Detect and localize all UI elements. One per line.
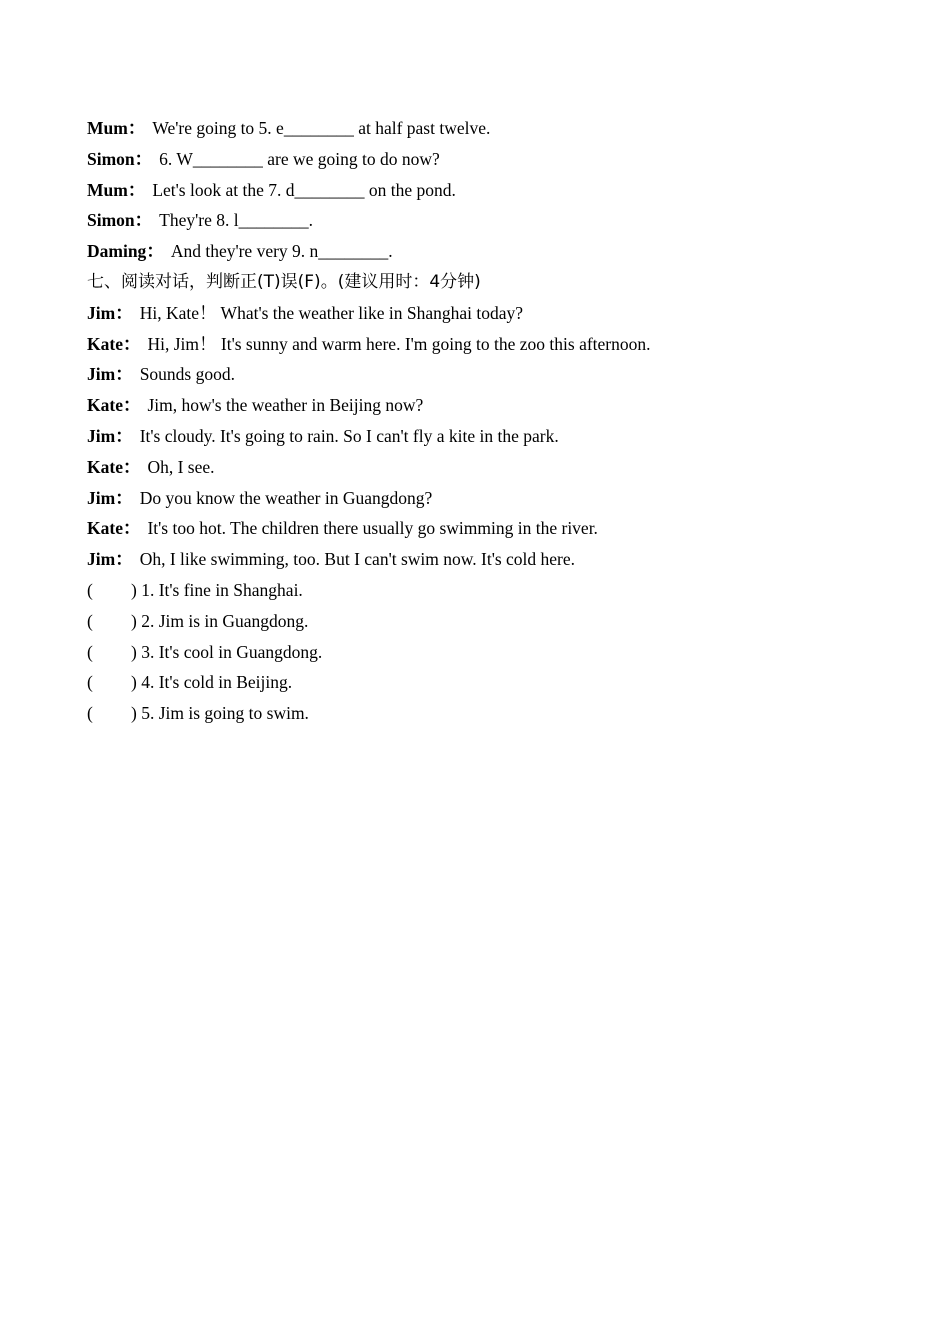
speaker-colon: ： (115, 487, 133, 508)
question-item (87, 575, 887, 606)
dialogue-text: And they're very 9. n________. (170, 241, 393, 262)
speaker-name: Kate (87, 333, 123, 354)
speaker-colon: ： (127, 179, 146, 200)
speaker-colon: ： (134, 148, 153, 169)
dialogue-text: Oh, I see. (147, 456, 215, 477)
true-false-questions (87, 575, 887, 729)
dialogue-text: They're 8. l________. (159, 210, 313, 231)
section-heading: 七、阅读对话，判断正(T)误(F)。(建议用时：4分钟) (87, 271, 481, 292)
dialogue-part1 (87, 113, 887, 267)
speaker-name: Kate (87, 456, 123, 477)
speaker-colon: ： (146, 241, 164, 262)
dialogue-text: Hi, Jim！ It's sunny and warm here. I'm going to the zoo this afternoon. (147, 333, 651, 354)
question-text: 4. It's cold in Beijing. (141, 672, 293, 693)
dialogue-text: 6. W________ are we going to do now? (159, 148, 440, 169)
speaker-name: Simon (87, 148, 135, 169)
speaker-name: Jim (87, 302, 116, 323)
dialogue-text: It's too hot. The children there usually go swimming in the river. (147, 518, 598, 539)
question-item (87, 698, 887, 729)
speaker-colon: ： (122, 395, 141, 416)
question-item (87, 667, 887, 698)
dialogue-line (87, 421, 887, 452)
dialogue-text: Do you know the weather in Guangdong? (139, 487, 433, 508)
speaker-colon: ： (127, 118, 146, 138)
speaker-colon: ： (122, 333, 141, 354)
speaker-name: Jim (87, 425, 116, 446)
answer-blank-close: ) (131, 610, 137, 631)
dialogue-line (87, 144, 887, 175)
dialogue-line (87, 329, 887, 360)
dialogue-part2 (87, 298, 887, 575)
question-item (87, 606, 887, 637)
answer-blank-open[interactable]: ( (87, 641, 93, 662)
speaker-colon: ： (122, 456, 141, 477)
answer-blank-close: ) (131, 703, 137, 724)
dialogue-line (87, 452, 887, 483)
question-text: 2. Jim is in Guangdong. (141, 610, 309, 631)
dialogue-line (87, 513, 887, 544)
dialogue-text: Jim, how's the weather in Beijing now? (147, 395, 424, 416)
worksheet-page (87, 113, 887, 729)
answer-blank-open[interactable]: ( (87, 703, 93, 724)
dialogue-text: It's cloudy. It's going to rain. So I can't fly a kite in the park. (139, 425, 559, 446)
speaker-name: Kate (87, 518, 123, 539)
question-text: 3. It's cool in Guangdong. (141, 641, 323, 662)
speaker-name: Simon (87, 210, 135, 231)
speaker-colon: ： (115, 549, 133, 570)
dialogue-line (87, 205, 887, 236)
answer-blank-open[interactable]: ( (87, 579, 93, 600)
dialogue-text: Oh, I like swimming, too. But I can't swim now. It's cold here. (139, 549, 576, 570)
answer-blank-open[interactable]: ( (87, 672, 93, 693)
speaker-name: Mum (87, 118, 128, 138)
speaker-colon: ： (115, 364, 133, 385)
speaker-name: Daming (87, 241, 147, 262)
speaker-colon: ： (122, 518, 141, 539)
speaker-name: Mum (87, 179, 128, 200)
dialogue-text: Hi, Kate！ What's the weather like in Shanghai today? (139, 302, 524, 323)
dialogue-line (87, 483, 887, 514)
speaker-colon: ： (115, 302, 133, 323)
question-text: 5. Jim is going to swim. (141, 703, 309, 724)
question-item (87, 637, 887, 668)
answer-blank-close: ) (131, 641, 137, 662)
dialogue-line (87, 390, 887, 421)
question-text: 1. It's fine in Shanghai. (141, 579, 303, 600)
dialogue-line (87, 113, 887, 144)
answer-blank-open[interactable]: ( (87, 610, 93, 631)
answer-blank-close: ) (131, 672, 137, 693)
answer-blank-close: ) (131, 579, 137, 600)
dialogue-text: Sounds good. (139, 364, 235, 385)
dialogue-text: We're going to 5. e________ at half past twelve. (152, 118, 491, 138)
speaker-name: Kate (87, 395, 123, 416)
dialogue-line (87, 544, 887, 575)
speaker-colon: ： (115, 425, 133, 446)
speaker-colon: ： (134, 210, 153, 231)
dialogue-line (87, 298, 887, 329)
dialogue-line (87, 236, 887, 267)
dialogue-line (87, 359, 887, 390)
speaker-name: Jim (87, 549, 116, 570)
speaker-name: Jim (87, 364, 116, 385)
speaker-name: Jim (87, 487, 116, 508)
dialogue-line (87, 175, 887, 206)
dialogue-text: Let's look at the 7. d________ on the pond. (152, 179, 456, 200)
